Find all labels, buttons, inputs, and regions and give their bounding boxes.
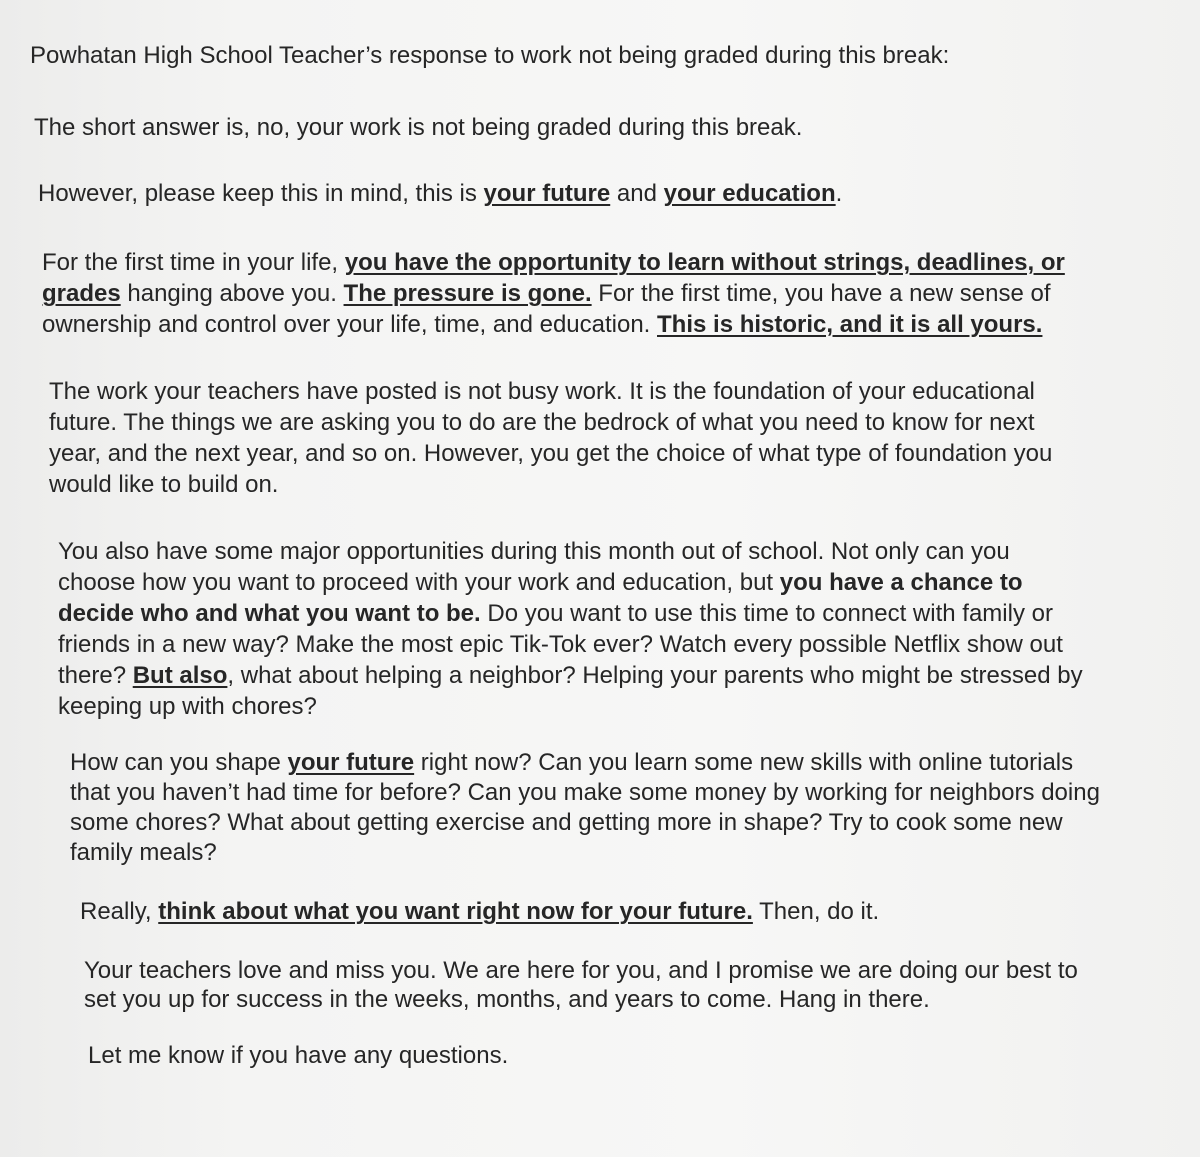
paragraph-opportunities: You also have some major opportunities during this month out of school. Not only can you choose how you want to proceed with your work and education, but you have a chance to decide who and what you want to be. Do you want to use this time to connect with family or friends in a new way? Make the most epic Tik-Tok ever? Watch every possible Netflix show out there? But also, what about helping a neighbor? Helping your parents who might be stressed by keeping up with chores?	[58, 538, 1083, 720]
paragraph-first-time: For the first time in your life, you have the opportunity to learn without strings, deadlines, or grades hanging above you. The pressure is gone. For the first time, you have a new sense of ownership and control over your life, time, and education. This is historic, and it is all yours.	[42, 249, 1065, 338]
paragraph-short-answer: The short answer is, no, your work is not being graded during this break.	[34, 114, 803, 141]
paragraph-keep-in-mind: However, please keep this in mind, this is your future and your education.	[38, 180, 843, 207]
paragraph-questions: Let me know if you have any questions.	[88, 1042, 509, 1069]
paragraph-really: Really, think about what you want right now for your future. Then, do it.	[80, 898, 880, 925]
paragraph-love-and-miss: Your teachers love and miss you. We are here for you, and I promise we are doing our best to set you up for success in the weeks, months, and years to come. Hang in there.	[84, 957, 1078, 1013]
paragraph-busy-work: The work your teachers have posted is not busy work. It is the foundation of your educational future. The things we are asking you to do are the bedrock of what you need to know for next year, and the next year, and so on. However, you get the choice of what type of foundation you would like to build on.	[49, 378, 1053, 498]
paragraph-shape-future: How can you shape your future right now? Can you learn some new skills with online tutorials that you haven’t had time for before? Can you make some money by working for neighbors doing some chores? What about getting exercise and getting more in shape? Try to cook some new family meals?	[70, 749, 1100, 866]
document-title: Powhatan High School Teacher’s response to work not being graded during this break:	[30, 42, 950, 69]
